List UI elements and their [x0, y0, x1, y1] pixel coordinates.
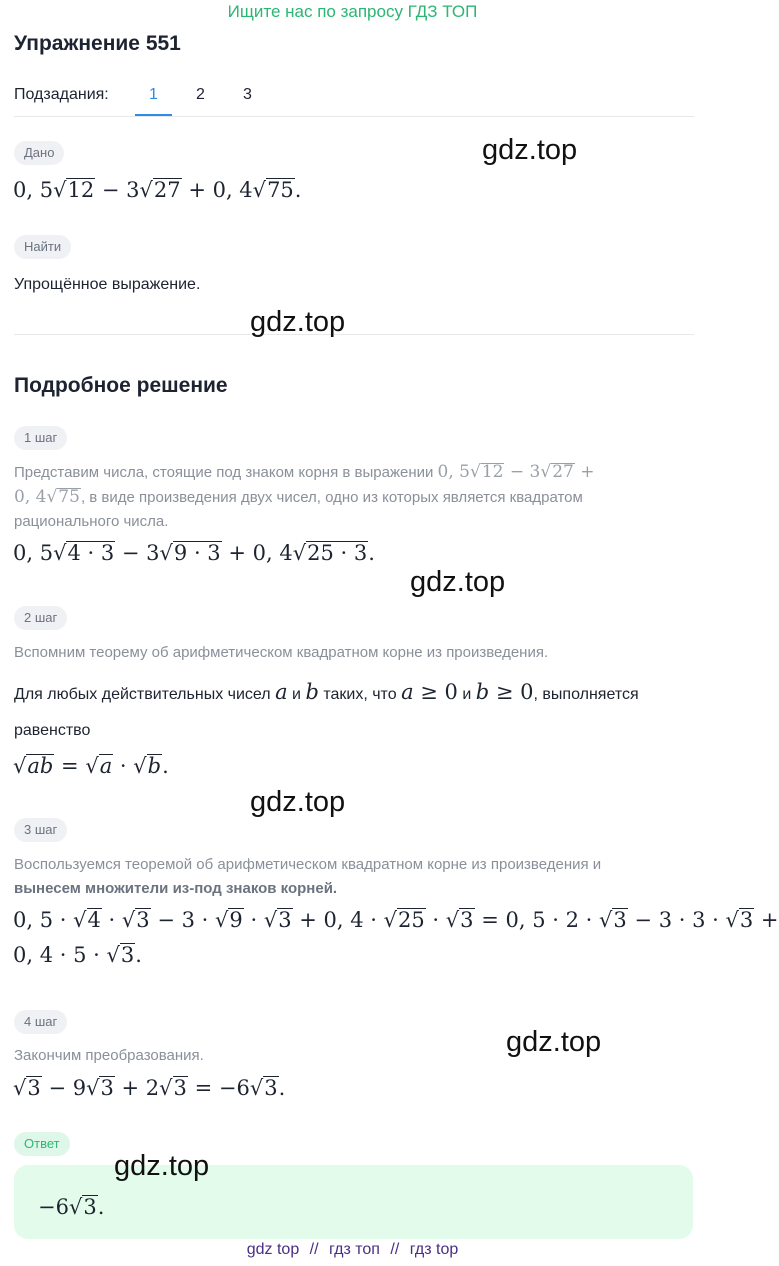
step-2-math: √ab = √a · √b. [13, 754, 169, 778]
subtasks-bar [14, 86, 694, 117]
step-3-math-line-2: 0, 4 · 5 · √3. [13, 943, 142, 967]
watermark: gdz.top [410, 566, 506, 598]
answer-math: −6√3. [38, 1195, 105, 1219]
find-text: Упрощённое выражение. [14, 276, 201, 293]
step-1-text: Представим числа, стоящие под знаком корня в выражении 0, 5√12 − 3√27 + 0, 4√75, в виде произведения двух чисел, одно из которых является квадратом рационального числа. [14, 462, 595, 530]
find-badge: Найти [14, 235, 71, 259]
footer-separator: // [309, 1241, 319, 1258]
footer-separator: // [390, 1241, 400, 1258]
page-title: Упражнение 551 [14, 32, 181, 55]
step-1-badge: 1 шаг [14, 426, 67, 450]
step-3-math-line-1: 0, 5 · √4 · √3 − 3 · √9 · √3 + 0, 4 · √25 · √3 = 0, 5 · 2 · √3 − 3 · 3 · √3 + [13, 908, 779, 932]
tab-subtask-2[interactable]: 2 [196, 86, 205, 103]
answer-badge: Ответ [14, 1132, 70, 1156]
solution-title: Подробное решение [14, 374, 228, 397]
footer-link[interactable]: гдз топ [329, 1241, 380, 1258]
given-expression: 0, 5√12 − 3√27 + 0, 4√75. [13, 178, 302, 202]
tab-subtask-1[interactable]: 1 [135, 86, 172, 116]
step-4-math: √3 − 9√3 + 2√3 = −6√3. [13, 1076, 286, 1100]
section-divider [14, 334, 694, 335]
subtasks-label: Подзадания: [14, 86, 109, 103]
watermark: gdz.top [250, 786, 346, 818]
watermark: gdz.top [114, 1150, 210, 1182]
footer-links [0, 1241, 705, 1259]
step-2-rule: Для любых действительных чисел a и b таких, что a ≥ 0 и b ≥ 0, выполняется равенство [14, 680, 639, 739]
step-1-math: 0, 5√4 · 3 − 3√9 · 3 + 0, 4√25 · 3. [13, 541, 375, 565]
step-3-badge: 3 шаг [14, 818, 67, 842]
watermark: gdz.top [506, 1026, 602, 1058]
step-4-text: Закончим преобразования. [14, 1047, 204, 1064]
watermark: gdz.top [482, 134, 578, 166]
step-2-text: Вспомним теорему об арифметическом квадратном корне из произведения. [14, 644, 549, 661]
step-3-text: Воспользуемся теоремой об арифметическом квадратном корне из произведения и вынесем множители из-под знаков корней. [14, 856, 602, 897]
watermark: gdz.top [250, 306, 346, 338]
given-badge: Дано [14, 141, 64, 165]
footer-link[interactable]: gdz top [246, 1241, 300, 1258]
step-2-badge: 2 шаг [14, 606, 67, 630]
footer-link[interactable]: гдз top [409, 1241, 459, 1258]
tab-subtask-3[interactable]: 3 [243, 86, 252, 103]
step-4-badge: 4 шаг [14, 1010, 67, 1034]
search-banner: Ищите нас по запросу ГДЗ ТОП [227, 2, 478, 21]
